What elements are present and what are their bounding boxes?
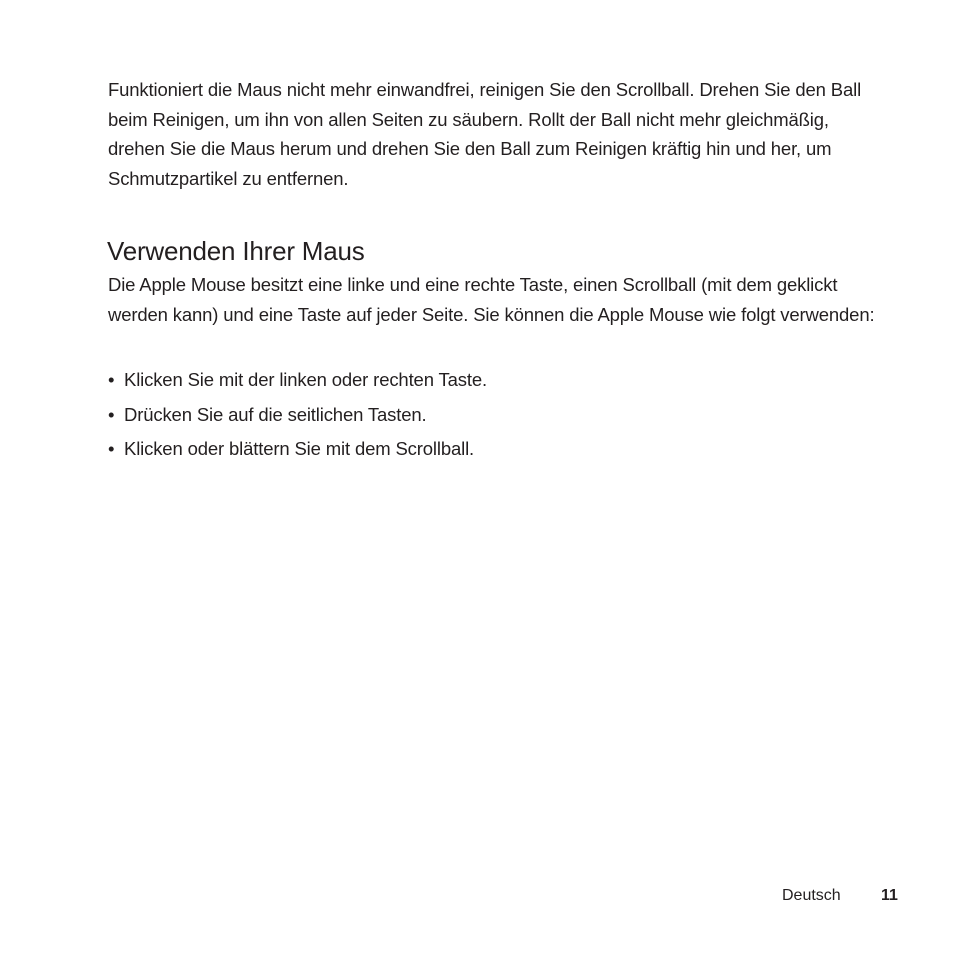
list-item: [108, 365, 888, 400]
bullet-text: Klicken oder blättern Sie mit dem Scrollball.: [124, 438, 475, 459]
intro-paragraph: Funktioniert die Maus nicht mehr einwandfrei, reinigen Sie den Scrollball. Drehen Sie den Ball beim Reinigen, um ihn von allen Seiten zu säubern. Rollt der Ball nicht mehr gleichmäßig, drehen Sie die Maus herum und drehen Sie den Ball zum Reinigen kräftig hin und her, um Schmutzpartikel zu entfernen.: [108, 79, 862, 189]
bullet-icon: •: [108, 403, 115, 425]
bullet-icon: •: [108, 438, 115, 459]
footer-section-name: Deutsch: [782, 887, 841, 904]
page-number: 11: [881, 887, 898, 904]
list-item: [108, 400, 888, 435]
bullet-list: [108, 365, 888, 469]
bullet-icon: •: [108, 369, 115, 390]
bullet-text: Drücken Sie auf die seitlichen Tasten.: [124, 403, 427, 425]
bullet-text: Klicken Sie mit der linken oder rechten Taste.: [124, 369, 487, 390]
section-paragraph: Die Apple Mouse besitzt eine linke und eine rechte Taste, einen Scrollball (mit dem geklickt werden kann) und eine Taste auf jeder Seite. Sie können die Apple Mouse wie folgt verwenden:: [108, 274, 875, 325]
section-heading: Verwenden Ihrer Maus: [107, 236, 365, 266]
list-item: [108, 434, 888, 469]
